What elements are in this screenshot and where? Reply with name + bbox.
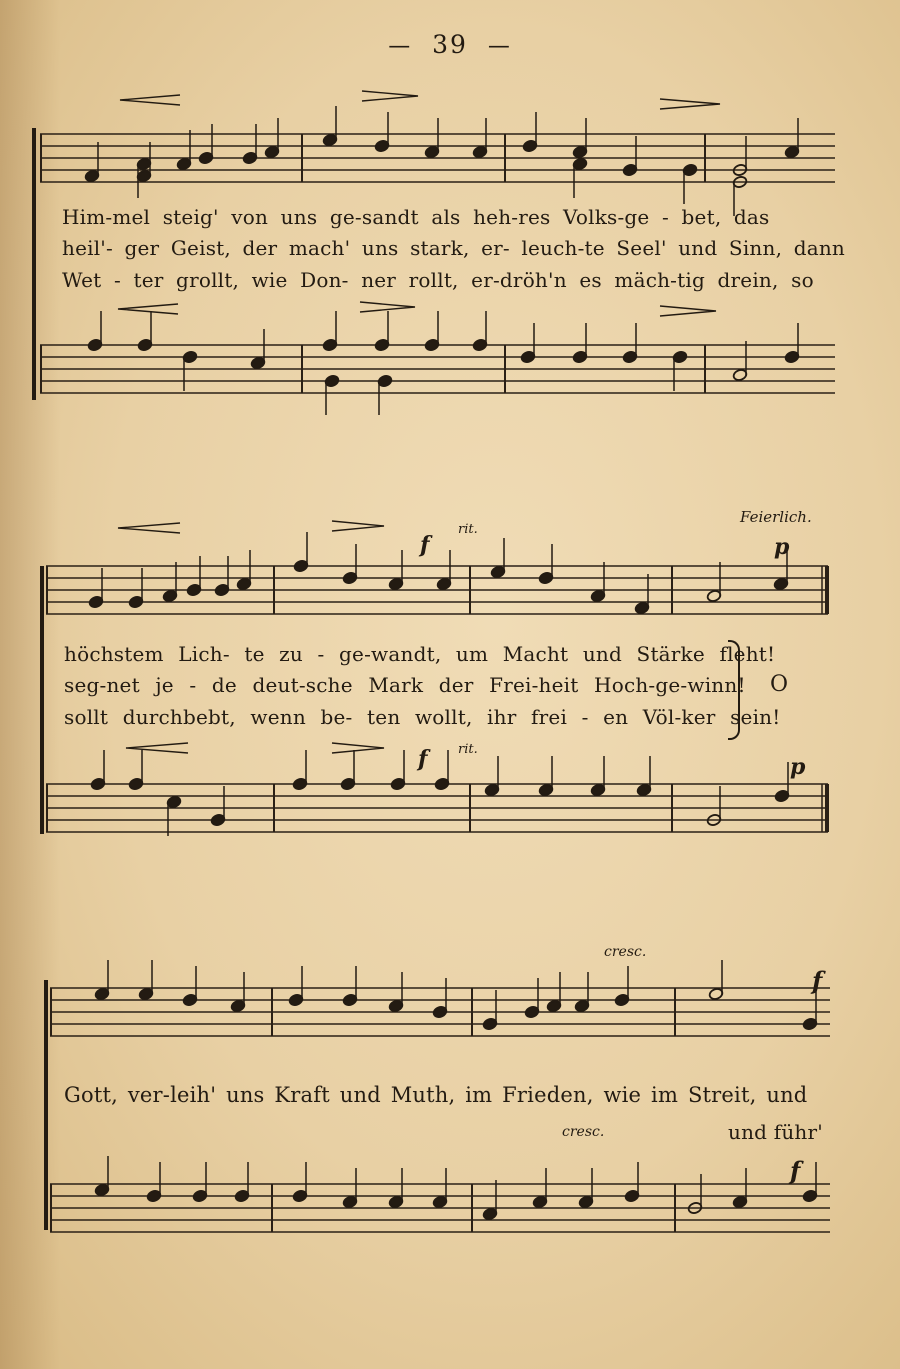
system2-rit-upper: rit. (458, 522, 478, 537)
system3-forte-upper: f (812, 966, 823, 995)
system1-lyric-verse3: Wet - ter grollt, wie Don- ner rollt, er-dröh'n es mäch-tig drein, so (62, 268, 814, 292)
system3-cresc-lower: cresc. (562, 1124, 605, 1140)
system2-piano-upper: p (774, 534, 790, 560)
page-number-dash-right: — (487, 34, 512, 59)
system2-forte-lower: f (418, 746, 428, 772)
system3-lower-staff (50, 1150, 845, 1260)
system3-upper-staff (50, 958, 845, 1068)
system2-lower-staff (46, 738, 836, 858)
page-number: 39 (432, 30, 468, 59)
system2-piano-lower: p (790, 754, 806, 780)
tempo-marking: Feierlich. (740, 508, 812, 526)
decrescendo-hairpin (332, 521, 384, 531)
system3-left-bracket (44, 980, 48, 1230)
verse-closing-bracket (728, 640, 740, 740)
page-header (0, 30, 900, 59)
system1-lower-staff (40, 305, 845, 415)
system2-lyric-verse2: seg-net je - de deut-sche Mark der Frei-heit Hoch-ge-winn! (64, 673, 746, 697)
decrescendo-hairpin (660, 99, 720, 109)
crescendo-hairpin (120, 95, 180, 105)
decrescendo-hairpin (660, 306, 716, 316)
system2-left-bracket (40, 566, 44, 834)
system2-rit-lower: rit. (458, 742, 478, 757)
decrescendo-hairpin (360, 302, 415, 312)
system3-lyric-upper: Gott, ver-leih' uns Kraft und Muth, im Frieden, wie im Streit, und (64, 1083, 808, 1107)
system1-lyric-verse1: Him-mel steig' von uns ge-sandt als heh-res Volks-ge - bet, das (62, 205, 770, 229)
system2-lyric-verse1: höchstem Lich- te zu - ge-wandt, um Macht und Stärke fleht! (64, 642, 776, 666)
decrescendo-hairpin (362, 91, 418, 101)
system1-left-bracket (32, 128, 36, 400)
system2-forte-upper: f (420, 532, 430, 558)
crescendo-hairpin (118, 523, 180, 533)
crescendo-hairpin (118, 304, 178, 314)
after-bracket-word: O (770, 672, 789, 697)
system1-lyric-verse2: heil'- ger Geist, der mach' uns stark, er- leuch-te Seel' und Sinn, dann (62, 236, 845, 260)
system2-lyric-verse3: sollt durchbebt, wenn be- ten wollt, ihr frei - en Völ-ker sein! (64, 705, 781, 729)
system2-upper-staff (46, 518, 836, 628)
system3-forte-lower: f (790, 1156, 801, 1185)
system1-upper-staff (40, 100, 845, 200)
system3-lyric-lower-extra: und führ' (728, 1120, 823, 1144)
page-number-dash-left: — (388, 34, 413, 59)
system3-cresc-upper: cresc. (604, 944, 647, 960)
decrescendo-hairpin (332, 743, 384, 753)
crescendo-hairpin (126, 743, 188, 753)
